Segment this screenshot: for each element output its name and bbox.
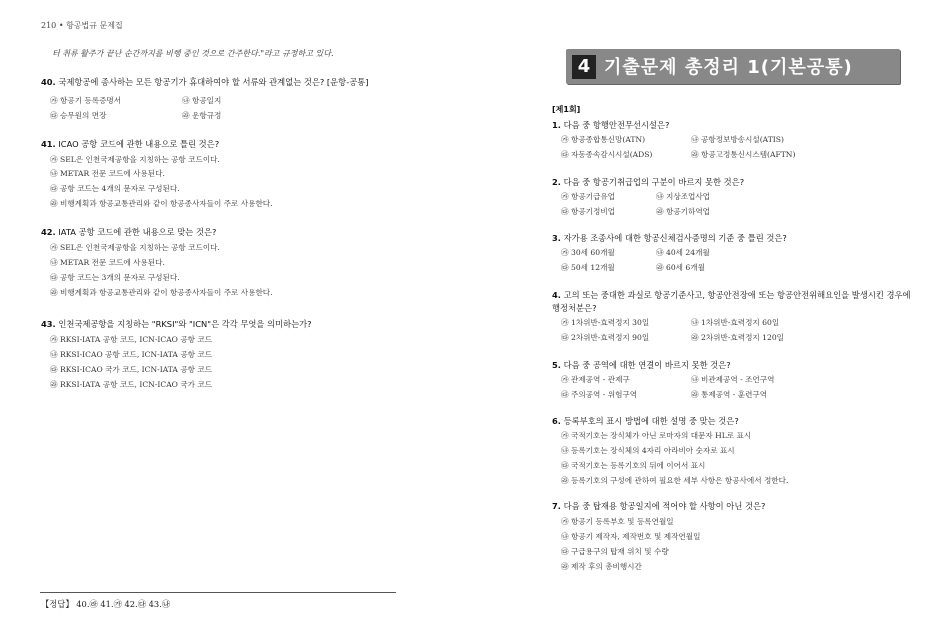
question-4-continued: 행정처분은? <box>552 303 597 313</box>
option: ㉰ 주의공역 - 위험구역 <box>561 390 638 399</box>
question-number: 7. <box>552 501 561 511</box>
option: ㉰ RKSI-ICAO 국가 코드, ICN-IATA 공항 코드 <box>50 365 213 374</box>
question-number: 5. <box>552 360 561 370</box>
question-text: 다음 중 탑재용 항공일지에 적어야 할 사항이 아닌 것은? <box>563 501 766 511</box>
question-text: 다음 중 항행안전무선시설은? <box>563 120 670 130</box>
option: ㉮ 항공종합통신망(ATN) <box>561 135 646 144</box>
option: ㉱ 운항규정 <box>182 111 222 120</box>
question-7 <box>552 500 765 512</box>
option: ㉰ 구급용구의 탑재 위치 및 수량 <box>561 547 669 556</box>
option: ㉰ 공항 코드는 4개의 문자로 구성된다. <box>50 184 180 193</box>
option: ㉯ METAR 전문 코드에 사용된다. <box>50 169 165 178</box>
question-number: 40. <box>41 77 56 87</box>
footer-divider <box>40 592 396 593</box>
option: ㉱ 등록기호의 구성에 관하여 필요한 세부 사항은 항공사에서 정한다. <box>561 476 789 485</box>
option: ㉱ 항공고정통신시스템(AFTN) <box>691 150 796 159</box>
question-41 <box>41 138 219 150</box>
question-43 <box>41 318 312 330</box>
option: ㉮ 1차위반-효력정지 30일 <box>561 318 650 327</box>
option: ㉯ 등록기호는 장식체의 4자리 아라비아 숫자로 표시 <box>561 446 735 455</box>
option: ㉰ 공항 코드는 3개의 문자로 구성된다. <box>50 273 180 282</box>
question-text: 고의 또는 중대한 과실로 항공기준사고, 항공안전장애 또는 항공안전위해요인을 발생시킨 경우에 <box>563 290 911 300</box>
chapter-number: 4 <box>572 55 596 79</box>
question-6 <box>552 415 739 427</box>
question-text: 자가용 조종사에 대한 항공신체검사증명의 기준 중 틀린 것은? <box>563 233 787 243</box>
option: ㉯ 40세 24개월 <box>656 248 710 257</box>
option: ㉯ RKSI-ICAO 공항 코드, ICN-IATA 공항 코드 <box>50 350 213 359</box>
option: ㉱ 제작 후의 총비행시간 <box>561 562 642 571</box>
option: ㉮ SEL은 인천국제공항을 지칭하는 공항 코드이다. <box>50 155 220 164</box>
question-text: 등록부호의 표시 방법에 대한 설명 중 맞는 것은? <box>563 416 739 426</box>
option: ㉯ 공항정보방송시설(ATIS) <box>691 135 784 144</box>
option: ㉮ 항공기 등록부호 및 등록연월일 <box>561 517 674 526</box>
option: ㉮ RKSI-IATA 공항 코드, ICN-ICAO 공항 코드 <box>50 335 213 344</box>
option: ㉮ SEL은 인천국제공항을 지칭하는 공항 코드이다. <box>50 243 220 252</box>
question-text: 인천국제공항을 지칭하는 "RKSI"와 "ICN"은 각각 무엇을 의미하는가? <box>58 319 312 329</box>
option: ㉱ 항공기하역업 <box>656 207 711 216</box>
option: ㉰ 50세 12개월 <box>561 263 615 272</box>
left-page <box>0 0 468 628</box>
question-3 <box>552 232 787 244</box>
question-text: 다음 중 항공기취급업의 구분이 바르지 못한 것은? <box>563 177 745 187</box>
question-number: 3. <box>552 233 561 243</box>
question-number: 6. <box>552 416 561 426</box>
question-text: 국제항공에 종사하는 모든 항공기가 휴대하여야 할 서류와 관계없는 것은? [운항-공통] <box>58 77 369 87</box>
question-1 <box>552 119 669 131</box>
question-text: ICAO 공항 코드에 관한 내용으로 틀린 것은? <box>58 139 220 149</box>
option: ㉯ 항공기 제작자, 제작번호 및 제작연월일 <box>561 532 701 541</box>
question-number: 1. <box>552 120 561 130</box>
option: ㉮ 30세 60개월 <box>561 248 615 257</box>
running-header: 210 • 항공법규 문제집 <box>41 21 123 30</box>
question-text: 다음 중 공역에 대한 연결이 바르지 못한 것은? <box>563 360 731 370</box>
option: ㉯ 항공일지 <box>182 96 222 105</box>
round-label: [제1회] <box>552 105 581 114</box>
question-4 <box>552 289 911 301</box>
option: ㉱ 60세 6개월 <box>656 263 705 272</box>
question-number: 4. <box>552 290 561 300</box>
option: ㉰ 국적기호는 등록기호의 뒤에 이어서 표시 <box>561 461 706 470</box>
question-42 <box>41 226 216 238</box>
option: ㉰ 승무원의 면장 <box>50 111 107 120</box>
option: ㉮ 관제공역 - 관제구 <box>561 375 630 384</box>
option: ㉱ RKSI-IATA 공항 코드, ICN-ICAO 국가 코드 <box>50 380 213 389</box>
question-number: 41. <box>41 139 56 149</box>
option: ㉯ METAR 전문 코드에 사용된다. <box>50 258 165 267</box>
option: ㉯ 1차위반-효력정지 60일 <box>691 318 780 327</box>
option: ㉱ 비행계획과 항공교통관리와 같이 항공종사자들이 주로 사용한다. <box>50 199 273 208</box>
option: ㉯ 비관제공역 - 조언구역 <box>691 375 775 384</box>
question-text: IATA 공항 코드에 관한 내용으로 맞는 것은? <box>58 227 217 237</box>
option: ㉰ 자동종속감시시설(ADS) <box>561 150 653 159</box>
option: ㉰ 2차위반-효력정지 90일 <box>561 333 650 342</box>
question-number: 2. <box>552 177 561 187</box>
option: ㉮ 항공기 등록증명서 <box>50 96 122 105</box>
question-number: 42. <box>41 227 56 237</box>
question-2 <box>552 176 744 188</box>
intro-text: 터 취류 활주가 끝난 순간까지를 비행 중인 것으로 간주한다."라고 규정하고 있다. <box>52 49 334 58</box>
option: ㉱ 비행계획과 항공교통관리와 같이 항공종사자들이 주로 사용한다. <box>50 288 273 297</box>
option: ㉮ 국적기호는 장식체가 아닌 로마자의 대문자 HL로 표시 <box>561 431 752 440</box>
option: ㉱ 2차위반-효력정지 120일 <box>691 333 784 342</box>
option: ㉯ 지상조업사업 <box>656 192 711 201</box>
question-number: 43. <box>41 319 56 329</box>
option: ㉰ 항공기정비업 <box>561 207 616 216</box>
answer-key: 【정답】 40.㉱ 41.㉮ 42.㉰ 43.㉯ <box>41 599 171 609</box>
chapter-title: 기출문제 총정리 1(기본공통) <box>604 57 853 78</box>
option: ㉮ 항공기급유업 <box>561 192 616 201</box>
question-5 <box>552 359 731 371</box>
question-40 <box>41 76 368 88</box>
option: ㉱ 통제공역 - 훈련구역 <box>691 390 768 399</box>
